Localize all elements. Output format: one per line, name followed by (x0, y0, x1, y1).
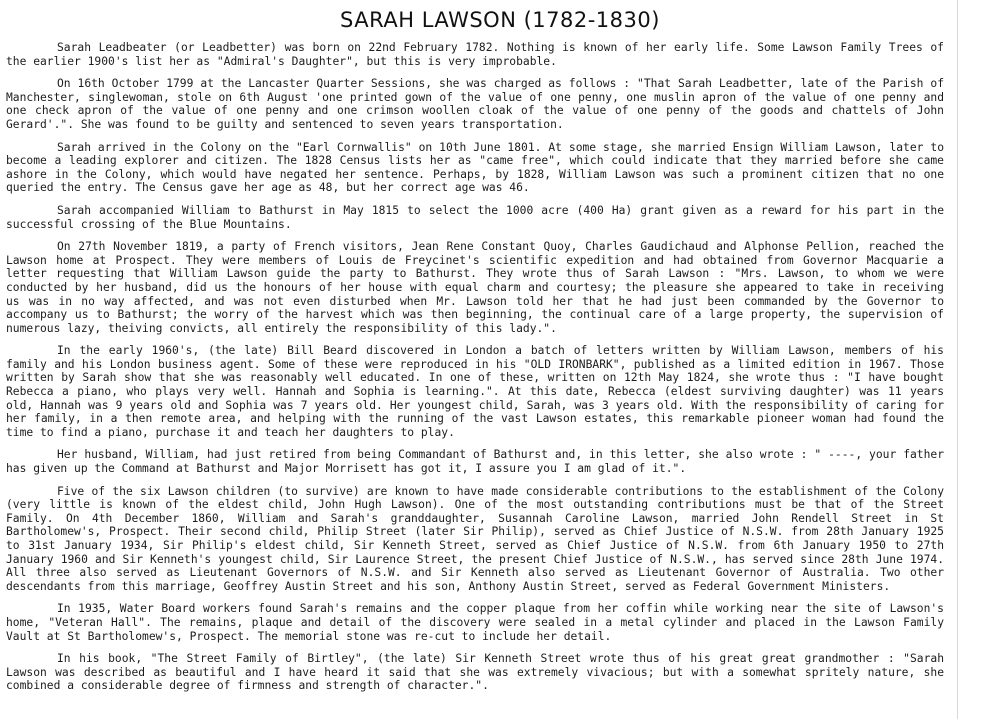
scan-edge-line (957, 0, 958, 719)
paragraph-street-family: Five of the six Lawson children (to survive) are known to have made considerable contributions to the establishment of the Colony (very little is known of the eldest child, John Hugh Lawson). One of the most outstanding contributions must be that of the Street Family. On 4th December 1860, William and Sarah's granddaughter, Susannah Caroline Lawson, married John Rendell Street in St Bartholomew's, Prospect. Their second child, Philip Street (later Sir Philip), served as Chief Justice of N.S.W. from 28th January 1925 to 31st January 1934, Sir Philip's eldest child, Sir Kenneth Street, served as Chief Justice of N.S.W. from 6th January 1950 to 27th January 1960 and Sir Kenneth's youngest child, Sir Laurence Street, the present Chief Justice of N.S.W., has served since 28th June 1974. All three also served as Lieutenant Governors of N.S.W. and Sir Kenneth also served as Lieutenant Governor of Australia. Two other descendants from this marriage, Geoffrey Austin Street and his son, Anthony Austin Street, served as Federal Government Ministers. (6, 484, 944, 593)
paragraph-remains: In 1935, Water Board workers found Sarah's remains and the copper plaque from her coffin while working near the site of Lawson's home, "Veteran Hall". The remains, plaque and detail of the discovery were sealed in a metal cylinder and placed in the Lawson Family Vault at St Bartholomew's, Prospect. The memorial stone was re-cut to include her detail. (6, 602, 944, 643)
paragraph-letters: In the early 1960's, (the late) Bill Beard discovered in London a batch of letters written by William Lawson, members of his family and his London business agent. Some of these were reproduced in his "OLD IRONBARK", published as a limited edition in 1967. Those written by Sarah show that she was reasonably well educated. In one of these, written on 12th May 1824, she wrote thus : "I have bought Rebecca a piano, who plays very well. Hannah and Sophia is learning.". At this date, Rebecca (eldest surviving daughter) was 11 years old, Hannah was 9 years old and Sophia was 7 years old. Her youngest child, Sarah, was 3 years old. With the responsibility of caring for her family, in a then remote area, and helping with the running of the vast Lawson estates, this remarkable pioneer woman had found the time to find a piano, purchase it and teach her daughters to play. (6, 344, 944, 439)
paragraph-trial: On 16th October 1799 at the Lancaster Quarter Sessions, she was charged as follows : "That Sarah Leadbetter, late of the Parish of Manchester, singlewoman, stole on 6th August 'one printed gown of the value of one penny, one muslin apron of the value of one penny and one check apron of the value of one penny and one crimson woollen cloak of the value of one penny of the goods and chattels of John Gerard'.". She was found to be guilty and sentenced to seven years transportation. (6, 77, 944, 131)
paragraph-street-book: In his book, "The Street Family of Birtley", (the late) Sir Kenneth Street wrote thus of his great great grandmother : "Sarah Lawson was described as beautiful and I have heard it said that she was extremely vivacious; but with a somewhat spritely nature, she combined a considerable degree of firmness and strength of character.". (6, 652, 944, 693)
document-body (6, 41, 944, 702)
paragraph-french-visitors: On 27th November 1819, a party of French visitors, Jean Rene Constant Quoy, Charles Gaudichaud and Alphonse Pellion, reached the Lawson home at Prospect. They were members of Louis de Freycinet's scientific expedition and had obtained from Governor Macquarie a letter requesting that William Lawson guide the party to Bathurst. They wrote thus of Sarah Lawson : "Mrs. Lawson, to whom we were conducted by her husband, did us the honours of her house with equal charm and courtesy; the pleasure she appeared to take in receiving us was in no way affected, and was not even disturbed when Mr. Lawson told her that he had just been commanded by the Governor to accompany us to Bathurst; the worry of the harvest which was then beginning, the continual care of a large property, the supervision of numerous lazy, theiving convicts, all entirely the responsibility of this lady.". (6, 240, 944, 335)
paragraph-birth: Sarah Leadbeater (or Leadbetter) was born on 22nd February 1782. Nothing is known of her early life. Some Lawson Family Trees of the earlier 1900's list her as "Admiral's Daughter", but this is very improbable. (6, 41, 944, 68)
paragraph-bathurst: Sarah accompanied William to Bathurst in May 1815 to select the 1000 acre (400 Ha) grant given as a reward for his part in the successful crossing of the Blue Mountains. (6, 203, 944, 231)
paragraph-husband-letter: Her husband, William, had just retired from being Commandant of Bathurst and, in this letter, she also wrote : " ----, your father has given up the Command at Bathurst and Major Morrisett has got it, I assure you I am glad of it.". (6, 448, 944, 476)
paragraph-arrival: Sarah arrived in the Colony on the "Earl Cornwallis" on 10th June 1801. At some stage, she married Ensign William Lawson, later to become a leading explorer and citizen. The 1828 Census lists her as "came free", which could indicate that they married before she came ashore in the Colony, which would have negated her sentence. Perhaps, by 1828, William Lawson was such a prominent citizen that no one queried the entry. The Census gave her age as 48, but her correct age was 46. (6, 140, 944, 195)
document-title: SARAH LAWSON (1782-1830) (340, 8, 660, 32)
